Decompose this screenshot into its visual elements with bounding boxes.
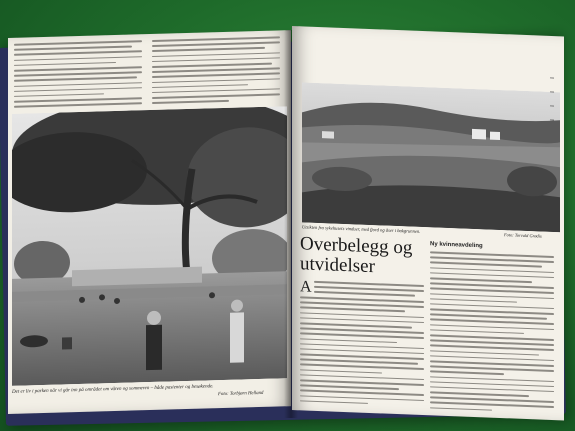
article-headline [300,234,412,278]
hillside-landscape-image [302,82,560,232]
section-subheading: Ny kvinneavdeling [430,241,483,250]
left-page [8,30,291,414]
headline-line-2: utvidelser [300,253,375,278]
left-photo-credit: Foto: Torbjørn Helland [218,390,264,398]
page-edge-marks [548,76,556,136]
right-page [292,26,564,420]
right-text-column-2 [430,251,554,417]
left-text-column-2 [152,36,280,107]
left-text-column-1 [14,40,142,111]
landscape-photo [302,82,560,232]
right-photo-caption: Utsikten fra sykehusets vinduer, med fjord og åser i bakgrunnen. [302,224,421,234]
headline-line-1: Overbelegg og [300,233,413,259]
right-photo-credit: Foto: Torvald Grødis [504,232,542,239]
park-photo [12,106,287,386]
right-text-column-1 [300,296,424,410]
drop-cap-letter: A [300,278,312,296]
left-photo-caption: Det er liv i parken når vi går inn på området om våren og sommeren – både pasienter og besøkende. [12,384,214,395]
park-scene-image [12,106,287,386]
